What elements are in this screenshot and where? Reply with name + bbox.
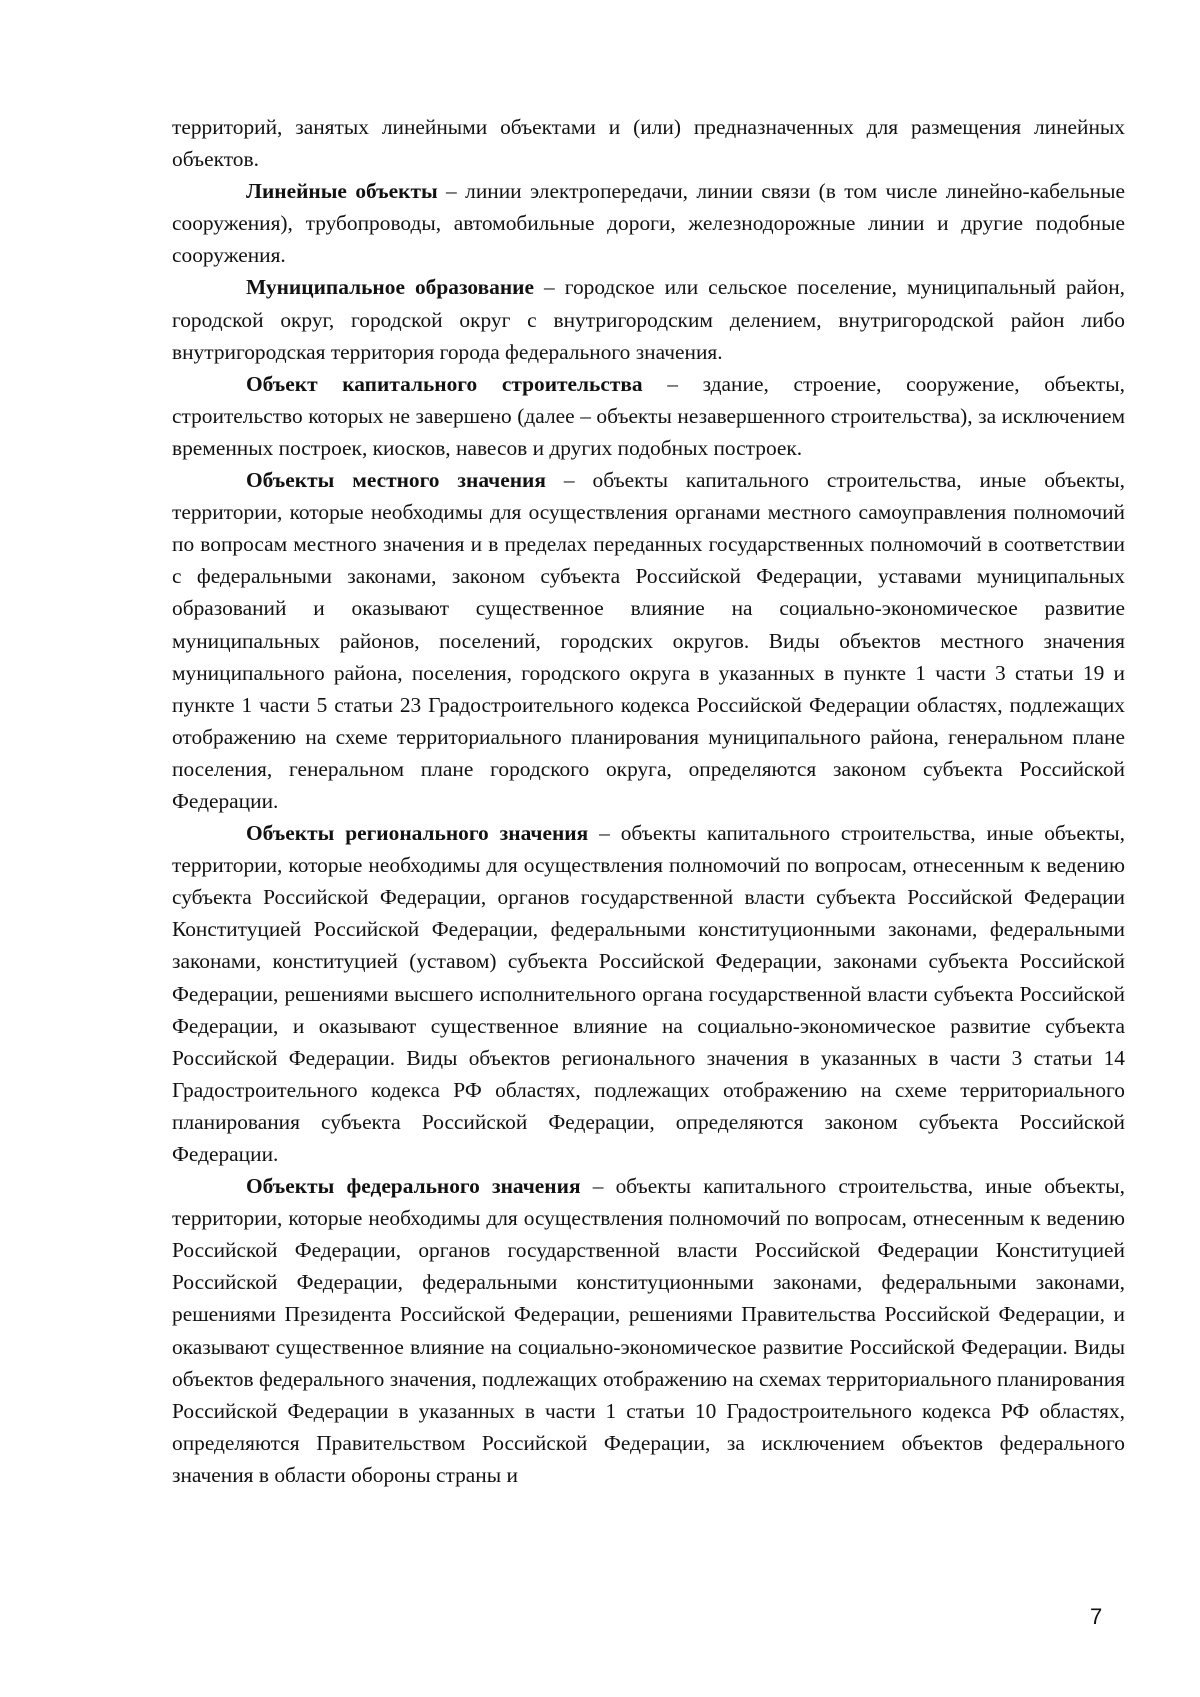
definition-term: Объекты местного значения [246,468,546,493]
definition-local-objects [172,464,1125,817]
definition-text: – объекты капитального строительства, иные объекты, территории, которые необходимы для осуществления полномочий по вопросам, отнесенным к ведению субъекта Российской Федерации, органов государственной власти субъекта Российской Федерации Конституцией Российской Федерации, федеральными конституционными законами, федеральными законами, конституцией (уставом) субъекта Российской Федерации, законами субъекта Российской Федерации, решениями высшего исполнительного органа государственной власти субъекта Российской Федерации, и оказывают существенное влияние на социально-экономическое развитие субъекта Российской Федерации. Виды объектов регионального значения в указанных в части 3 статьи 14 Градостроительного кодекса РФ областях, подлежащих отображению на схеме территориального планирования субъекта Российской Федерации, определяются законом субъекта Российской Федерации. [172,821,1125,1166]
definition-text: – объекты капитального строительства, иные объекты, территории, которые необходимы для осуществления органами местного самоуправления полномочий по вопросам местного значения и в пределах переданных государственных полномочий в соответствии с федеральными законами, законом субъекта Российской Федерации, уставами муниципальных образований и оказывают существенное влияние на социально-экономическое развитие муниципальных районов, поселений, городских округов. Виды объектов местного значения муниципального района, поселения, городского округа в указанных в пункте 1 части 3 статьи 19 и пункте 1 части 5 статьи 23 Градостроительного кодекса Российской Федерации областях, подлежащих отображению на схеме территориального планирования муниципального района, генеральном плане поселения, генеральном плане городского округа, определяются законом субъекта Российской Федерации. [172,468,1125,813]
definition-text: – городское или сельское поселение, муниципальный район, городской округ, городской округ с внутригородским делением, внутригородской район либо внутригородская территория города федерального значения. [172,275,1125,364]
definition-regional-objects [172,817,1125,1170]
definition-term: Объекты регионального значения [246,821,589,846]
paragraph-continuation [172,111,1125,175]
definition-term: Объект капитального строительства [246,371,643,396]
definition-term: Муниципальное образование [246,275,534,300]
document-body [172,111,1125,1491]
definition-term: Линейные объекты [246,179,438,204]
definition-text: – линии электропередачи, линии связи (в том числе линейно-кабельные сооружения), трубопроводы, автомобильные дороги, железнодорожные линии и другие подобные сооружения. [172,179,1125,268]
definition-text: – объекты капитального строительства, иные объекты, территории, которые необходимы для осуществления полномочий по вопросам, отнесенным к ведению Российской Федерации, органов государственной власти Российской Федерации Конституцией Российской Федерации, федеральными конституционными законами, федеральными законами, решениями Президента Российской Федерации, решениями Правительства Российской Федерации, и оказывают существенное влияние на социально-экономическое развитие Российской Федерации. Виды объектов федерального значения, подлежащих отображению на схемах территориального планирования Российской Федерации в указанных в части 1 статьи 10 Градостроительного кодекса РФ областях, определяются Правительством Российской Федерации, за исключением объектов федерального значения в области обороны страны и [172,1174,1125,1487]
definition-term: Объекты федерального значения [246,1174,581,1199]
definition-federal-objects [172,1170,1125,1491]
definition-text: – здание, строение, сооружение, объекты, строительство которых не завершено (далее – объекты незавершенного строительства), за исключением временных построек, киосков, навесов и других подобных построек. [172,371,1125,460]
paragraph-text: территорий, занятых линейными объектами и (или) предназначенных для размещения линейных объектов. [172,115,1125,172]
definition-capital-construction [172,368,1125,464]
page-number: 7 [1090,1604,1103,1629]
definition-municipal-entity [172,271,1125,367]
definition-linear-objects [172,175,1125,271]
